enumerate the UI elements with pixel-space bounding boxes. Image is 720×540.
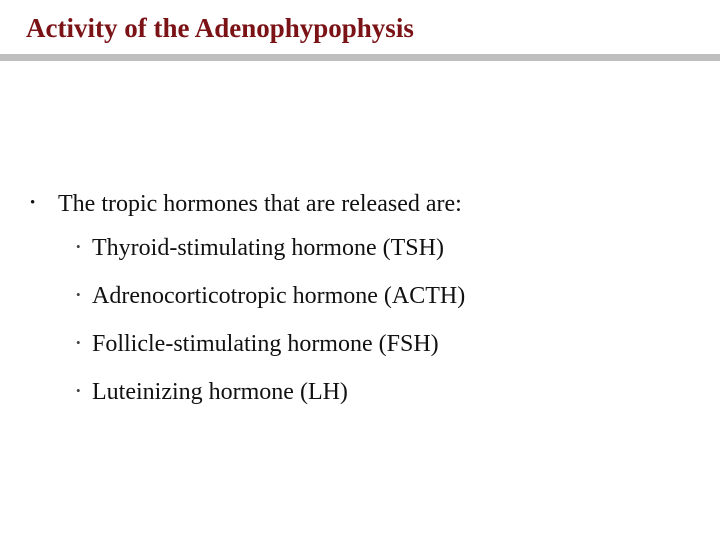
- sub-bullet-text: Adrenocorticotropic hormone (ACTH): [92, 283, 466, 309]
- sub-bullet-lh: [76, 374, 465, 422]
- title-divider: [0, 54, 720, 61]
- sub-bullet-tsh: [76, 230, 465, 278]
- bullet-dot-icon: •: [76, 335, 81, 351]
- bullet-dot-icon: •: [76, 239, 81, 255]
- main-bullet-text: The tropic hormones that are released are:: [58, 191, 462, 217]
- sub-bullet-text: Thyroid-stimulating hormone (TSH): [92, 235, 444, 261]
- slide-title: Activity of the Adenophypophysis: [26, 13, 414, 43]
- sub-bullet-text: Follicle-stimulating hormone (FSH): [92, 331, 439, 357]
- main-bullet: [30, 186, 462, 223]
- bullet-dot-icon: •: [30, 195, 36, 212]
- bullet-dot-icon: •: [76, 287, 81, 303]
- sub-bullet-text: Luteinizing hormone (LH): [92, 379, 348, 405]
- sub-bullet-fsh: [76, 326, 465, 374]
- sub-bullet-list: [76, 230, 465, 422]
- bullet-dot-icon: •: [76, 383, 81, 399]
- sub-bullet-acth: [76, 278, 465, 326]
